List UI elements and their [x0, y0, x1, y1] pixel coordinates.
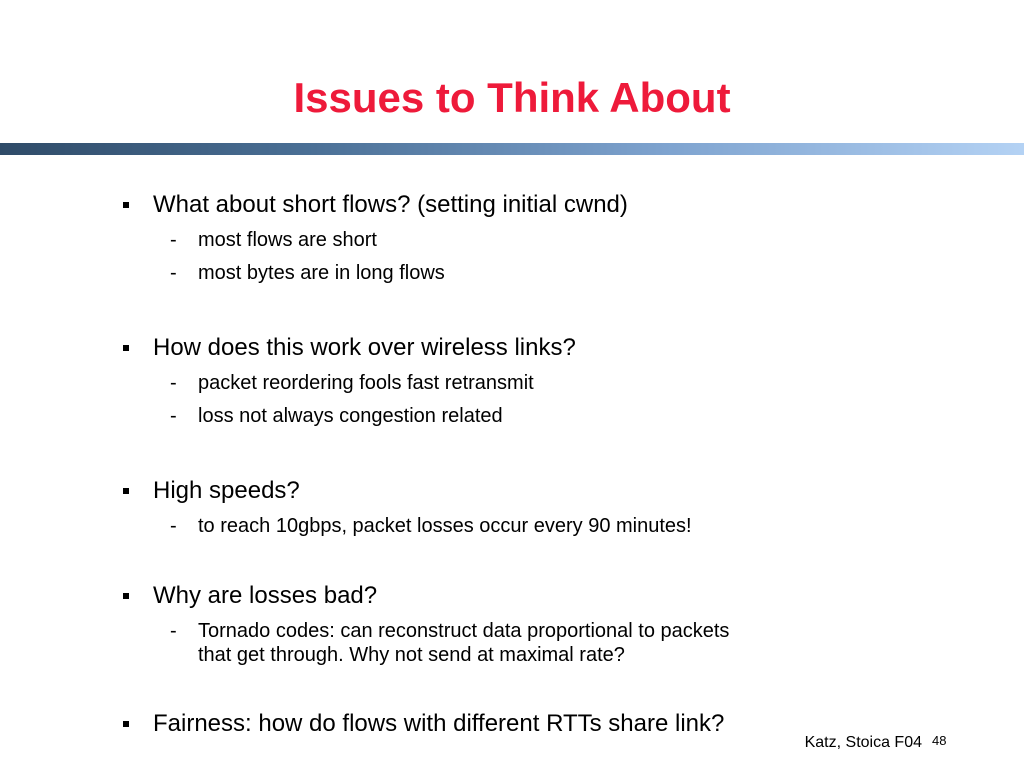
- square-bullet-icon: [123, 593, 129, 599]
- square-bullet-icon: [123, 488, 129, 494]
- square-bullet-icon: [123, 345, 129, 351]
- dash-bullet-icon: -: [170, 515, 177, 537]
- dash-bullet-icon: -: [170, 372, 177, 394]
- dash-bullet-icon: -: [170, 620, 177, 642]
- sub-bullet-text: to reach 10gbps, packet losses occur every 90 minutes!: [198, 515, 692, 537]
- square-bullet-icon: [123, 202, 129, 208]
- square-bullet-icon: [123, 721, 129, 727]
- sub-bullet-text: packet reordering fools fast retransmit: [198, 372, 534, 394]
- bullet-text: Why are losses bad?: [153, 582, 378, 609]
- sub-bullet-text: loss not always congestion related: [198, 405, 503, 427]
- sub-bullet-text: most flows are short: [198, 229, 377, 251]
- dash-bullet-icon: -: [170, 405, 177, 427]
- bullet-text: High speeds?: [153, 477, 300, 504]
- slide-title: Issues to Think About: [293, 74, 731, 121]
- dash-bullet-icon: -: [170, 229, 177, 251]
- footer-author: Katz, Stoica F04: [804, 734, 922, 751]
- bullet-text: Fairness: how do flows with different RTTs share link?: [153, 710, 725, 737]
- sub-bullet-text: most bytes are in long flows: [198, 262, 445, 284]
- sub-bullet-text: Tornado codes: can reconstruct data proportional to packets that get through. Why not send at maximal rate?: [198, 620, 730, 666]
- dash-bullet-icon: -: [170, 262, 177, 284]
- bullet-text: What about short flows? (setting initial cwnd): [153, 191, 628, 218]
- bullet-text: How does this work over wireless links?: [153, 334, 576, 361]
- page-number: 48: [932, 733, 947, 748]
